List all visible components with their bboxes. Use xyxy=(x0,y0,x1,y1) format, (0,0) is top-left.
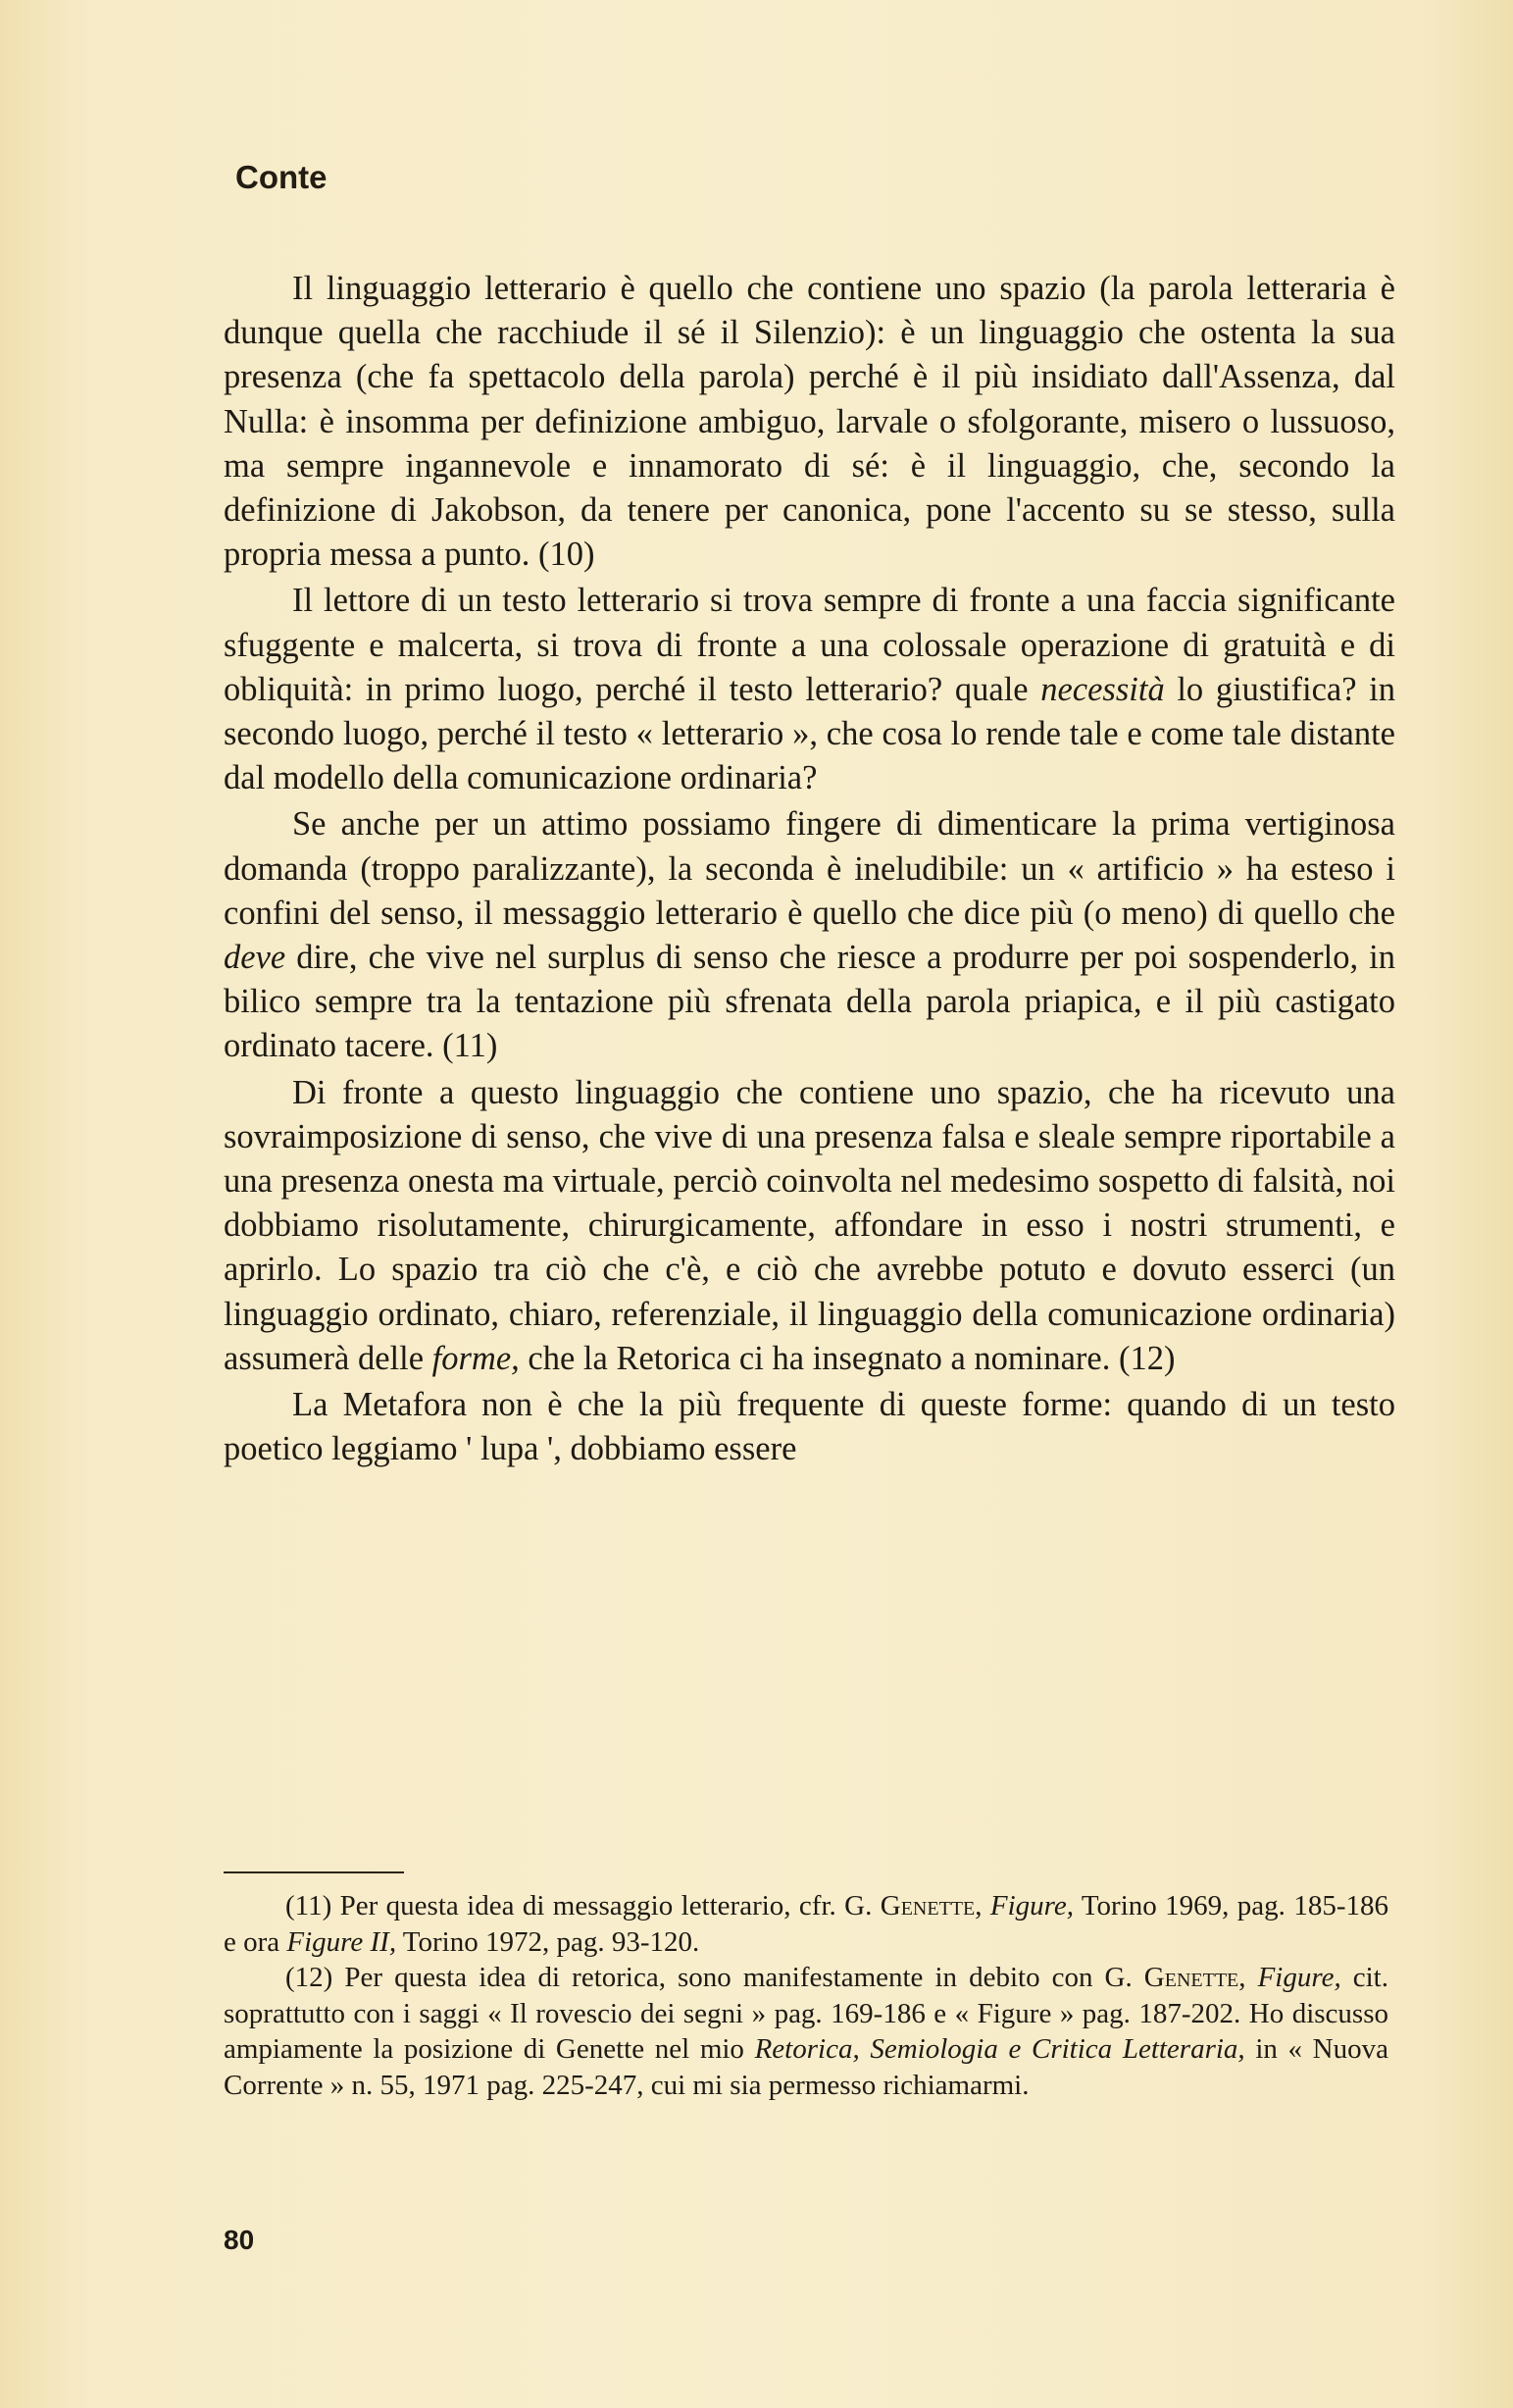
paragraph-1: Il linguaggio letterario è quello che contiene uno spazio (la parola letteraria è dunque quella che racchiude il sé il Silenzio): è un linguaggio che ostenta la sua presenza (che fa spettacolo della parola) perché è il più insidiato dall'Assenza, dal Nulla: è insomma per definizione ambiguo, larvale o sfolgorante, misero o lussuoso, ma sempre ingannevole e innamorato di sé: è il linguaggio, che, secondo la definizione di Jakobson, da tenere per canonica, pone l'accento su se stesso, sulla propria messa a punto. (10) xyxy=(224,270,1395,574)
emphasis-deve: deve xyxy=(224,939,286,977)
page-number: 80 xyxy=(224,2225,255,2255)
footnotes xyxy=(224,1888,1388,2103)
footnote-12: (12) Per questa idea di retorica, sono manifestamente in debito con G. Genette, Figure, cit. soprattutto con i saggi « Il rovescio dei segni » pag. 169-186 e « Figure » pag. 187-202. Ho discusso ampiamente la posizione di Genette nel mio Retorica, Semiologia e Critica Letteraria, in « Nuova Corrente » n. 55, 1971 pag. 225-247, cui mi sia permesso richiamarmi. xyxy=(224,1962,1388,2101)
footnote-rule xyxy=(224,1871,404,1873)
footnote-11: (11) Per questa idea di messaggio letterario, cfr. G. Genette, Figure, Torino 1969, pag. 185-186 e ora Figure II, Torino 1972, pag. 93-120. xyxy=(224,1890,1388,1958)
body-text xyxy=(224,267,1395,1471)
emphasis-forme: forme, xyxy=(431,1339,520,1377)
author-name: Genette xyxy=(880,1890,976,1921)
paragraph-3: Se anche per un attimo possiamo fingere di dimenticare la prima vertiginosa domanda (troppo paralizzante), la seconda è ineludibile: un « artificio » ha esteso i confini del senso, il messaggio letterario è quello che dice più (o meno) di quello che deve dire, che vive nel surplus di senso che riesce a produrre per poi sospenderlo, in bilico sempre tra la tentazione più sfrenata della parola priapica, e il più castigato ordinato tacere. (11) xyxy=(224,805,1395,1065)
paragraph-4: Di fronte a questo linguaggio che contiene uno spazio, che ha ricevuto una sovraimposizione di senso, che vive di una presenza falsa e sleale sempre riportabile a una presenza onesta ma virtuale, perciò coinvolta nel medesimo sospetto di falsità, noi dobbiamo risolutamente, chirurgicamente, affondare in esso i nostri strumenti, e aprirlo. Lo spazio tra ciò che c'è, e ciò che avrebbe potuto e dovuto esserci (un linguaggio ordinato, chiaro, referenziale, il linguaggio della comunicazione ordinaria) assumerà delle forme, che la Retorica ci ha insegnato a nominare. (12) xyxy=(224,1073,1395,1377)
paragraph-5: La Metafora non è che la più frequente di queste forme: quando di un testo poetico leggiamo ' lupa ', dobbiamo essere xyxy=(224,1386,1395,1468)
paragraph-2: Il lettore di un testo letterario si trova sempre di fronte a una faccia significante sfuggente e malcerta, si trova di fronte a una colossale operazione di gratuità e di obliquità: in primo luogo, perché il testo letterario? quale necessità lo giustifica? in secondo luogo, perché il testo « letterario », che cosa lo rende tale e come tale distante dal modello della comunicazione ordinaria? xyxy=(224,582,1395,797)
emphasis-necessita: necessità xyxy=(1040,670,1165,708)
running-head: Conte xyxy=(235,159,328,195)
author-name: Genette xyxy=(1143,1962,1239,1993)
